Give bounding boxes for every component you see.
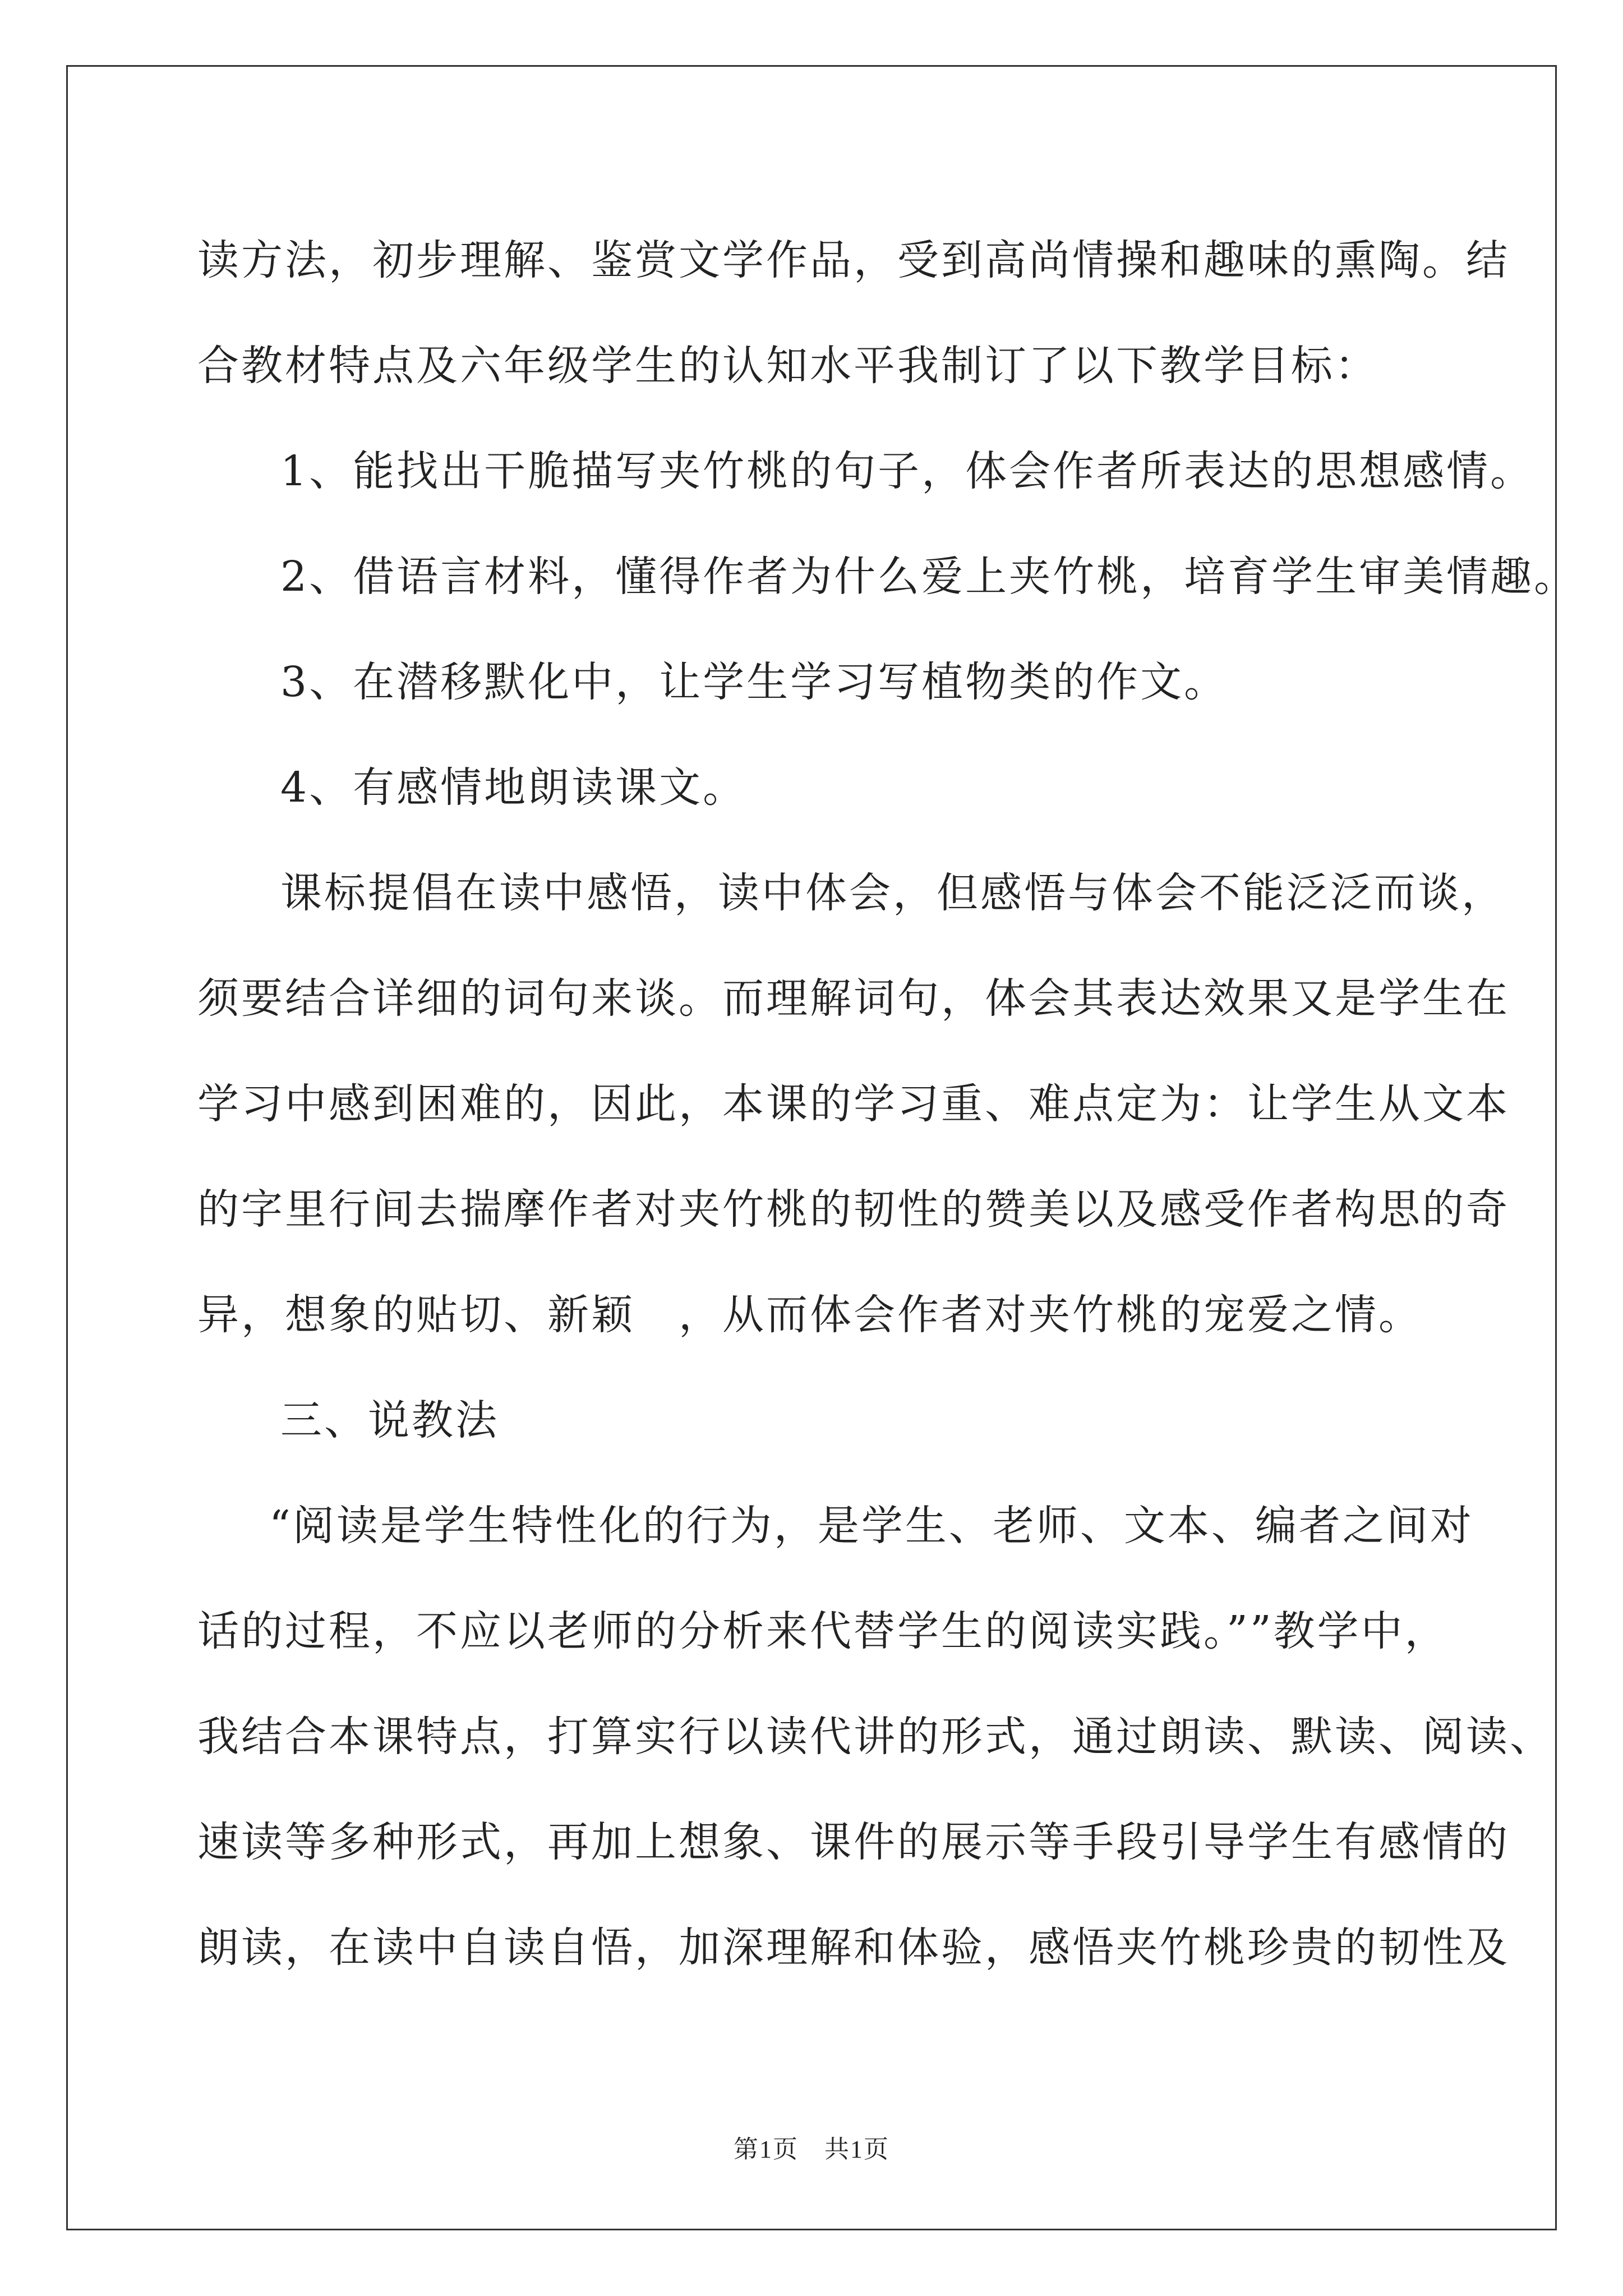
text-line: 的字里行间去揣摩作者对夹竹桃的韧性的赞美以及感受作者构思的奇 bbox=[197, 1185, 1510, 1234]
page-footer: 第1页 共1页 bbox=[734, 2136, 889, 2163]
text-line: 4、有感情地朗读课文。 bbox=[280, 763, 747, 812]
text-line: 2、借语言材料，懂得作者为什么爱上夹竹桃，培育学生审美情趣。 bbox=[280, 553, 1578, 601]
text-line: 朗读，在读中自读自悟，加深理解和体验，感悟夹竹桃珍贵的韧性及 bbox=[197, 1924, 1510, 1972]
text-line: 合教材特点及六年级学生的认知水平我制订了以下教学目标： bbox=[197, 342, 1378, 390]
text-line: 话的过程，不应以老师的分析来代替学生的阅读实践。””教学中， bbox=[197, 1607, 1449, 1655]
text-line: 速读等多种形式，再加上想象、课件的展示等手段引导学生有感情的 bbox=[197, 1818, 1510, 1866]
text-line: 须要结合详细的词句来谈。而理解词句，体会其表达效果又是学生在 bbox=[197, 974, 1510, 1023]
text-line: 我结合本课特点，打算实行以读代讲的形式，通过朗读、默读、阅读、 bbox=[197, 1713, 1553, 1761]
text-line: 3、在潜移默化中，让学生学习写植物类的作文。 bbox=[280, 658, 1228, 706]
text-line: 1、能找出干脆描写夹竹桃的句子，体会作者所表达的思想感情。 bbox=[280, 447, 1534, 495]
section-heading: 三、说教法 bbox=[280, 1396, 499, 1444]
text-line: 课标提倡在读中感悟，读中体会，但感悟与体会不能泛泛而谈， bbox=[280, 869, 1505, 917]
text-line: “阅读是学生特性化的行为，是学生、老师、文本、编者之间对 bbox=[269, 1502, 1474, 1550]
text-line: 读方法，初步理解、鉴赏文学作品，受到高尚情操和趣味的熏陶。结 bbox=[197, 236, 1510, 284]
text-line: 异，想象的贴切、新颖 ，从而体会作者对夹竹桃的宠爱之情。 bbox=[197, 1291, 1422, 1339]
document-body bbox=[197, 208, 1578, 2000]
text-line: 学习中感到困难的，因此，本课的学习重、难点定为：让学生从文本 bbox=[197, 1080, 1510, 1128]
